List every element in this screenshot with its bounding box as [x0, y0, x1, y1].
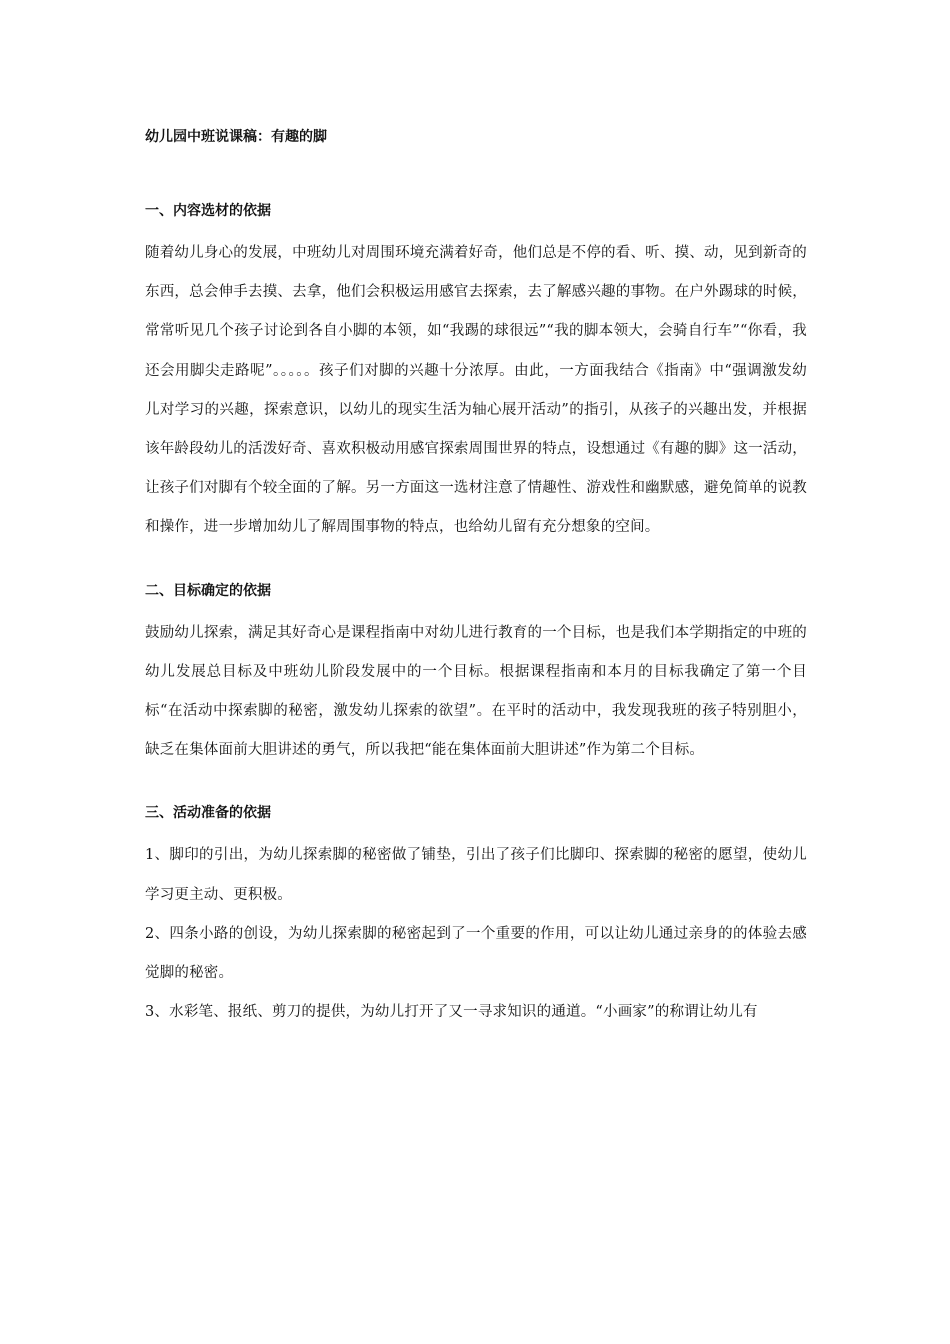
section-goal-basis: [145, 578, 807, 771]
list-item: 1、脚印的引出，为幼儿探索脚的秘密做了铺垫，引出了孩子们比脚印、探索脚的秘密的愿望，使幼儿学习更主动、更积极。: [145, 847, 807, 903]
section-heading: 二、目标确定的依据: [145, 582, 271, 599]
list-item: 3、水彩笔、报纸、剪刀的提供，为幼儿打开了又一寻求知识的通道。“小画家”的称谓让幼儿有: [145, 1004, 758, 1021]
section-paragraph: 鼓励幼儿探索，满足其好奇心是课程指南中对幼儿进行教育的一个目标，也是我们本学期指定的中班的幼儿发展总目标及中班幼儿阶段发展中的一个目标。根据课程指南和本月的目标我确定了第一个目标“在活动中探索脚的秘密，激发幼儿探索的欲望”。在平时的活动中，我发现我班的孩子特别胆小，缺乏在集体面前大胆讲述的勇气，所以我把“能在集体面前大胆讲述”作为第二个目标。: [145, 624, 807, 759]
section-preparation-basis: [145, 800, 807, 1032]
section-content-selection: [145, 198, 807, 548]
section-paragraph: 随着幼儿身心的发展，中班幼儿对周围环境充满着好奇，他们总是不停的看、听、摸、动，见到新奇的东西，总会伸手去摸、去拿，他们会积极运用感官去探索，去了解感兴趣的事物。在户外踢球的时候，常常听见几个孩子讨论到各自小脚的本领，如“我踢的球很远”“我的脚本领大，会骑自行车”“你看，我还会用脚尖走路呢”。。。。。孩子们对脚的兴趣十分浓厚。由此，一方面我结合《指南》中“强调激发幼儿对学习的兴趣，探索意识，以幼儿的现实生活为轴心展开活动”的指引，从孩子的兴趣出发，并根据该年龄段幼儿的活泼好奇、喜欢积极动用感官探索周围世界的特点，设想通过《有趣的脚》这一活动，让孩子们对脚有个较全面的了解。另一方面这一选材注意了情趣性、游戏性和幽默感，避免简单的说教和操作，进一步增加幼儿了解周围事物的特点，也给幼儿留有充分想象的空间。: [145, 245, 807, 536]
document-title: 幼儿园中班说课稿：有趣的脚: [145, 129, 327, 145]
list-item: 2、四条小路的创设，为幼儿探索脚的秘密起到了一个重要的作用，可以让幼儿通过亲身的的体验去感觉脚的秘密。: [145, 925, 807, 982]
section-heading: 一、内容选材的依据: [145, 203, 271, 219]
document-body: [145, 124, 807, 1062]
section-heading: 三、活动准备的依据: [145, 805, 271, 822]
